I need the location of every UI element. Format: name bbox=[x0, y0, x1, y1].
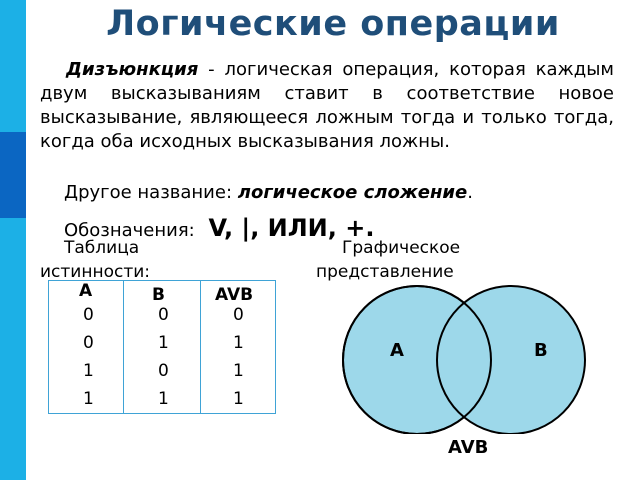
sidebar-stripe-middle bbox=[0, 132, 26, 218]
cell-text: 1 bbox=[83, 389, 94, 409]
table-cell bbox=[49, 329, 124, 357]
slide-title: Логические операции bbox=[106, 4, 560, 44]
sidebar-stripe-bottom bbox=[0, 218, 26, 480]
truth-table-caption-line2: истинности: bbox=[40, 262, 151, 282]
header-b-text: B bbox=[152, 285, 165, 305]
table-cell bbox=[49, 357, 124, 385]
cell-text: 0 bbox=[158, 305, 169, 325]
graphic-caption-line1: Графическое bbox=[342, 238, 461, 258]
table-cell bbox=[49, 301, 124, 329]
table-row bbox=[49, 385, 276, 414]
definition-term: Дизъюнкция bbox=[66, 59, 199, 80]
cell-text: 1 bbox=[158, 333, 169, 353]
cell-text: 0 bbox=[158, 361, 169, 381]
table-row bbox=[49, 357, 276, 385]
notation-label: Обозначения: bbox=[64, 220, 195, 241]
definition-text: - логическая операция, которая каждым двум высказываниям ставит в соответствие новое высказывание, являющееся ложным тогда и только тогда, когда оба исходных высказывания ложны. bbox=[40, 59, 614, 152]
notation-value: V, |, ИЛИ, +. bbox=[208, 214, 375, 242]
truth-table-caption-line1: Таблица bbox=[64, 238, 140, 258]
cell-text: 1 bbox=[233, 361, 244, 381]
venn-diagram bbox=[340, 274, 590, 434]
header-a-text: A bbox=[79, 281, 93, 301]
cell-text: 0 bbox=[233, 305, 244, 325]
table-row bbox=[49, 301, 276, 329]
truth-table bbox=[48, 280, 276, 414]
other-name-label: Другое название: bbox=[64, 182, 233, 203]
cell-text: 0 bbox=[83, 305, 94, 325]
cell-text: 0 bbox=[83, 333, 94, 353]
venn-label-a: A bbox=[390, 340, 404, 361]
table-cell bbox=[49, 385, 124, 414]
table-row bbox=[49, 329, 276, 357]
other-name-value: логическое сложение bbox=[237, 182, 468, 203]
cell-text: 1 bbox=[233, 333, 244, 353]
header-avb-text: AVB bbox=[215, 285, 254, 305]
venn-result-label: AVB bbox=[448, 437, 489, 458]
graphic-caption-line2: представление bbox=[316, 262, 454, 282]
other-name-suffix: . bbox=[467, 182, 473, 203]
venn-label-b: B bbox=[534, 340, 548, 361]
truth-table-caption bbox=[40, 236, 240, 284]
cell-text: 1 bbox=[83, 361, 94, 381]
definition-paragraph bbox=[40, 58, 614, 154]
cell-text: 1 bbox=[158, 389, 169, 409]
sidebar-stripe-top bbox=[0, 0, 26, 132]
truth-table-header-row bbox=[49, 281, 276, 302]
venn-circle-b bbox=[437, 286, 585, 434]
cell-text: 1 bbox=[233, 389, 244, 409]
other-name-line bbox=[64, 182, 473, 203]
truth-table-header-a bbox=[49, 281, 124, 302]
